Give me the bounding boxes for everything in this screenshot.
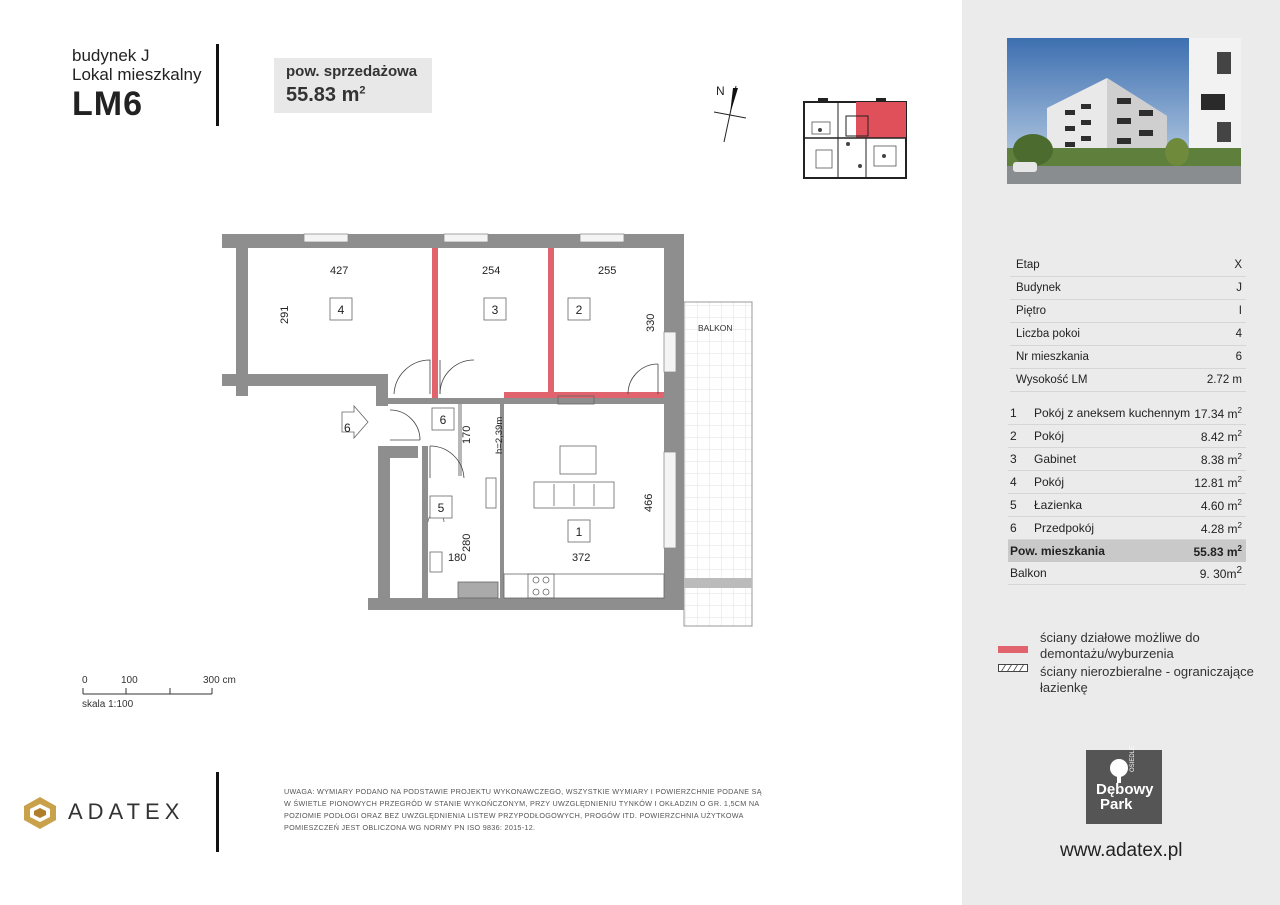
room-row: [1008, 471, 1246, 494]
dim-254: 254: [482, 265, 501, 277]
area-unit-sup: 2: [1237, 405, 1242, 415]
floor-plan: [218, 222, 778, 628]
info-label: Nr mieszkania: [1016, 351, 1089, 363]
room-no: 6: [1010, 521, 1017, 535]
room-row: [1008, 448, 1246, 471]
scale-label: skala 1:100: [82, 699, 134, 710]
legend-red-text: [1040, 630, 1200, 662]
building-name: budynek J: [72, 46, 150, 65]
balcony-area-number: 9. 30m: [1199, 567, 1237, 581]
room-name: Pokój: [1034, 475, 1065, 489]
info-row: [1010, 254, 1246, 277]
area-unit-sup: 2: [1237, 428, 1242, 438]
area-unit-sup: 2: [1237, 543, 1242, 553]
estate-name-line2: Park: [1100, 796, 1133, 813]
room-area-number: 4.60 m: [1200, 498, 1238, 513]
balcony-area-label: Balkon: [1010, 566, 1047, 580]
windows: [304, 234, 676, 548]
north-label: N: [716, 84, 725, 98]
scale-tick-0: 0: [82, 675, 88, 686]
room-area-number: 17.34 m: [1194, 406, 1238, 421]
room-2-number: 2: [575, 303, 583, 317]
room-no: 5: [1010, 498, 1017, 512]
balcony-area-value: [1200, 565, 1242, 581]
balcony-label: BALKON: [698, 323, 733, 333]
unit-code: LM6: [72, 85, 143, 123]
area-unit-sup: 2: [1237, 520, 1242, 530]
room-area: [1201, 452, 1242, 467]
room-area-number: 4.28 m: [1200, 521, 1238, 536]
estate-name-line1: Dębowy: [1096, 781, 1154, 798]
room-name: Gabinet: [1034, 452, 1077, 466]
room-3-number: 3: [491, 303, 499, 317]
estate-prefix: OSIEDLE: [1130, 745, 1136, 772]
legend-red-line: demontażu/wyburzenia: [1040, 646, 1174, 661]
room-no: 2: [1010, 429, 1017, 443]
room-1-number: 1: [575, 525, 583, 539]
room-no: 4: [1010, 475, 1017, 489]
debowy-park-logo: [1086, 745, 1162, 824]
dim-291: 291: [279, 305, 291, 324]
info-label: Piętro: [1016, 305, 1047, 317]
door-swings: [390, 360, 658, 478]
unit-info-table: [1010, 254, 1246, 392]
dim-427: 427: [330, 265, 349, 277]
info-label: Liczba pokoi: [1016, 328, 1080, 340]
scale-tick-300: 300 cm: [203, 675, 236, 686]
building-render-image: [1007, 38, 1241, 184]
building-photo: [1007, 38, 1241, 184]
info-value: 2.72 m: [1206, 374, 1242, 386]
info-row: [1010, 323, 1246, 346]
info-value: J: [1236, 282, 1242, 294]
legend-hatch-line: łazienkę: [1040, 680, 1088, 695]
unit-type: Lokal mieszkalny: [72, 65, 202, 84]
area-unit-sup: 2: [1237, 474, 1242, 484]
room-6-number: 6: [439, 413, 447, 427]
sales-area-label: pow. sprzedażowa: [286, 63, 418, 80]
room-area: [1194, 475, 1242, 490]
total-area-number: 55.83 m: [1193, 544, 1238, 559]
adatex-logo-icon: [22, 796, 58, 830]
info-label: Etap: [1016, 259, 1040, 271]
key-plan: [800, 94, 912, 182]
room-row: [1008, 402, 1246, 425]
balcony: [684, 302, 752, 626]
room-no: 3: [1010, 452, 1017, 466]
north-arrow-icon: [704, 80, 752, 148]
sales-area-unit-sup: 2: [359, 84, 366, 97]
room-area-number: 12.81 m: [1194, 475, 1238, 490]
scale-bar: [82, 686, 218, 698]
footer-divider: [216, 772, 219, 852]
info-value: 4: [1235, 328, 1242, 340]
website-link[interactable]: www.adatex.pl: [1060, 840, 1183, 861]
building-header: [72, 46, 201, 84]
info-row: [1010, 300, 1246, 323]
legend-hatch-text: [1040, 664, 1254, 696]
info-label: Wysokość LM: [1016, 374, 1088, 386]
dim-280: 280: [461, 533, 473, 552]
info-row: [1010, 277, 1246, 300]
room-row: [1008, 517, 1246, 540]
dim-330: 330: [645, 313, 657, 332]
total-area-label: Pow. mieszkania: [1010, 544, 1105, 558]
room-area: [1201, 498, 1242, 513]
room-row: [1008, 425, 1246, 448]
room-4-number: 4: [337, 303, 345, 317]
info-label: Budynek: [1016, 282, 1061, 294]
total-area-value: [1194, 544, 1243, 559]
sales-area-number: 55.83 m: [286, 84, 360, 106]
area-unit-sup: 2: [1237, 497, 1242, 507]
dim-180: 180: [448, 552, 467, 564]
room-name: Pokój: [1034, 429, 1065, 443]
legend-hatch-swatch: [998, 664, 1028, 672]
room-row: [1008, 494, 1246, 517]
info-row: [1010, 346, 1246, 369]
dim-170: 170: [461, 425, 473, 444]
room-area-table: [1008, 402, 1246, 585]
legend-red-swatch: [998, 646, 1028, 653]
total-area-row: [1008, 540, 1246, 562]
legend-hatch-line: ściany nierozbieralne - ograniczające: [1040, 664, 1254, 679]
sales-area-value: [286, 84, 366, 107]
info-value: I: [1238, 305, 1242, 317]
demolishable-walls: [432, 248, 664, 398]
header-divider: [216, 44, 219, 126]
dim-255: 255: [598, 265, 617, 277]
disclaimer-note: UWAGA: WYMIARY PODANO NA PODSTAWIE PROJEKTU WYKONAWCZEGO, WSZYSTKIE WYMIARY I POWIERZCHNIE PODANE SĄ W ŚWIETLE PIONOWYCH PRZEGRÓD W STANIE WYKOŃCZONYM, PRZY UWZGLĘDNIENIU TYNKÓW I OKŁADZIN O GR. 1,5CM NA POZIOMIE PODŁOGI ORAZ BEZ UWZGLĘDNIENIA LISTEW PRZYPODŁOGOWYCH, PROGÓW ITD. POWIERZCHNIA UŻYTKOWA POMIESZCZEŃ JEST OBLICZONA WG NORMY PN ISO 9836: 2015-12.: [284, 787, 762, 832]
room-name: Pokój z aneksem kuchennym: [1034, 406, 1191, 420]
room-area: [1201, 521, 1242, 536]
room-area: [1194, 406, 1242, 421]
dim-height: h=2,39m: [494, 416, 505, 454]
info-value: X: [1234, 259, 1242, 271]
room-area-number: 8.38 m: [1200, 452, 1238, 467]
dim-372: 372: [572, 552, 591, 564]
adatex-wordmark: ADATEX: [68, 799, 185, 824]
balcony-area-row: [1008, 562, 1246, 585]
room-no: 1: [1010, 406, 1017, 420]
room-name: Przedpokój: [1034, 521, 1095, 535]
room-area-number: 8.42 m: [1200, 429, 1238, 444]
room-area: [1201, 429, 1242, 444]
info-value: 6: [1235, 351, 1242, 363]
legend-red-line: ściany działowe możliwe do: [1040, 630, 1200, 645]
room-name: Łazienka: [1034, 498, 1083, 512]
dim-466: 466: [643, 493, 655, 512]
scale-tick-100: 100: [121, 675, 138, 686]
info-row: [1010, 369, 1246, 392]
area-unit-sup: 2: [1236, 565, 1242, 576]
room-5-number: 5: [437, 501, 445, 515]
area-unit-sup: 2: [1237, 451, 1242, 461]
entry-label: 6: [344, 421, 351, 435]
